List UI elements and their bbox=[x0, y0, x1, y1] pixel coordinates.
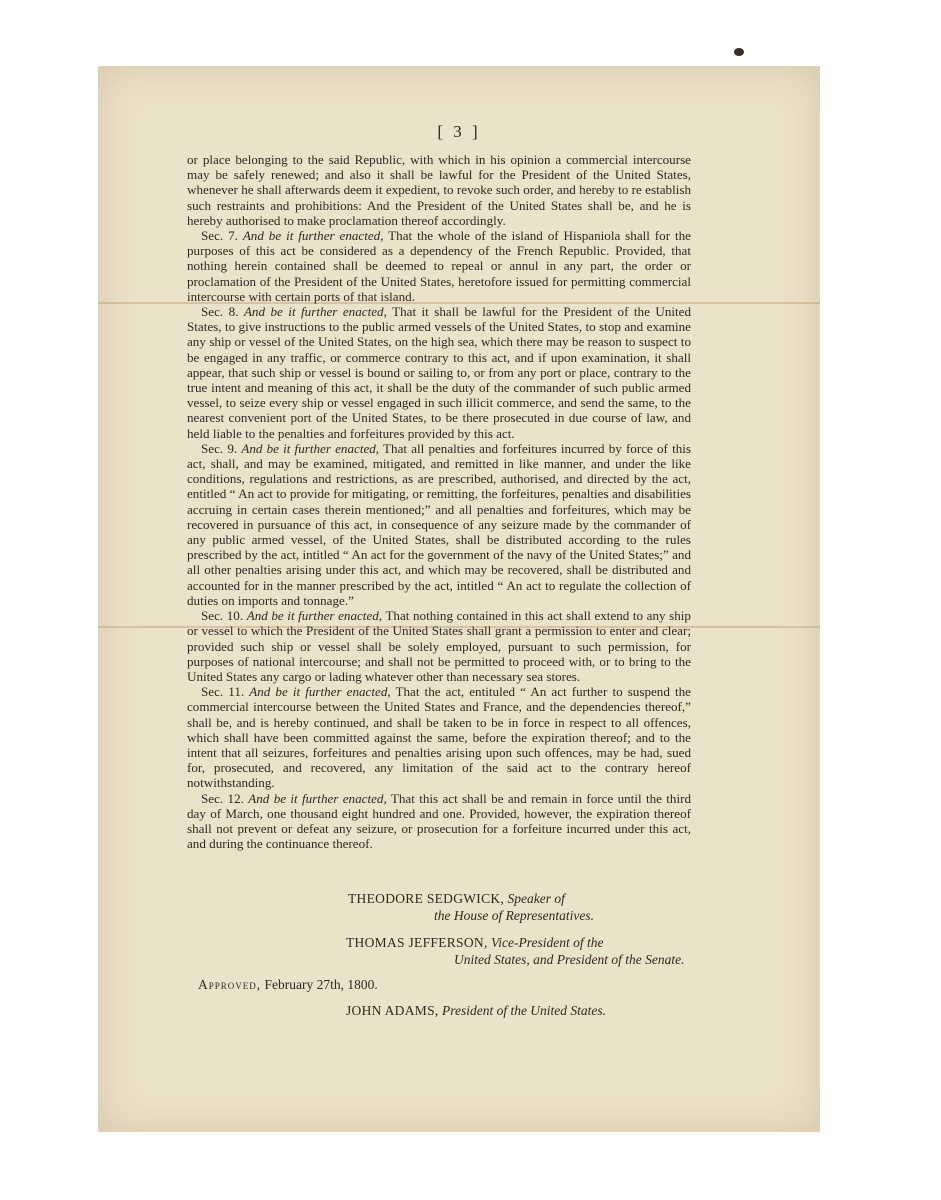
section-number: Sec. 11. bbox=[201, 684, 245, 700]
enacting-clause: And be it further enacted, bbox=[246, 608, 383, 624]
vp-name: THOMAS JEFFERSON, bbox=[346, 935, 488, 950]
approved-label: Approved, bbox=[198, 977, 262, 992]
section-12 bbox=[187, 791, 691, 852]
enacting-clause: And be it further enacted, bbox=[248, 790, 387, 806]
section-text: That all penalties and forfeitures incurred by force of this act, shall, and may be examined, mitigated, and remitted in like manner, and under the like conditions, regulations and restrictions, as are prescribed, authorised, and directed by the act, entitled “ An act to provide for mitigating, or remitting, the forfeitures, penalties and disabilities accruing in certain cases therein mentioned;” and all penalties and forfeitures, which may be recovered in pursuance of this act, in consequence of any seizure made by the commander of any public armed vessel, of the United States, shall be distributed according to the rules prescribed by the act, intitled “ An act for the government of the navy of the United States;” and all other penalties arising under this act, and which may be recovered, shall be distributed and accounted for in the manner prescribed by the act, intitled “ An act to regulate the collection of duties on imports and tonnage.” bbox=[187, 440, 691, 608]
section-text: That this act shall be and remain in force until the third day of March, one thousand eight hundred and one. Provided, however, the expiration thereof shall not prevent or defeat any seizure, or prosecution for a forfeiture incurred under this act, and during the continuance thereof. bbox=[187, 790, 692, 852]
enacting-clause: And be it further enacted, bbox=[242, 228, 384, 244]
section-number: Sec. 9. bbox=[201, 440, 238, 456]
section-number: Sec. 12. bbox=[201, 790, 244, 806]
speaker-title-cont: the House of Representatives. bbox=[434, 908, 594, 923]
vp-signature bbox=[346, 934, 684, 968]
vp-title-cont: United States, and President of the Senate. bbox=[454, 952, 685, 967]
president-signature bbox=[346, 1002, 606, 1019]
section-10 bbox=[187, 608, 691, 684]
speaker-title: Speaker of bbox=[507, 891, 565, 906]
president-title: President of the United States. bbox=[441, 1003, 607, 1018]
section-number: Sec. 10. bbox=[201, 608, 244, 624]
vp-title: Vice-President of the bbox=[491, 935, 604, 950]
section-text: That the whole of the island of Hispaniola shall for the purposes of this act be considered as a dependency of the French Republic. Provided, that nothing herein contained shall be deemed to repeal or annul in any part, the order or proclamation of the President of the United States, heretofore issued for permitting commercial intercourse with certain ports of that island. bbox=[187, 228, 691, 304]
section-9 bbox=[187, 441, 691, 608]
enacting-clause: And be it further enacted, bbox=[241, 440, 380, 456]
document-page bbox=[98, 66, 820, 1132]
section-number: Sec. 7. bbox=[201, 228, 238, 244]
enacting-clause: And be it further enacted, bbox=[243, 304, 387, 320]
section-7 bbox=[187, 228, 691, 304]
section-11 bbox=[187, 684, 691, 790]
ink-spot bbox=[734, 48, 744, 56]
speaker-signature bbox=[348, 890, 594, 924]
approved-line bbox=[198, 976, 378, 993]
president-name: JOHN ADAMS, bbox=[346, 1003, 439, 1018]
intro-paragraph: or place belonging to the said Republic, with which in his opinion a commercial intercourse may be safely renewed; and also it shall be lawful for the President of the United States, whenever he shall afterwards deem it expedient, to revoke such order, and hereby to re establish such restraints and prohibitions: And the President of the United States shall be, and he is hereby authorised to make proclamation thereof accordingly. bbox=[187, 152, 691, 228]
section-text: That it shall be lawful for the President of the United States, to give instructions to the public armed vessels of the United States, to stop and examine any ship or vessel of the United States, on the high sea, which there may be reason to suspect to be engaged in any traffic, or commerce contrary to this act, and if upon examination, it shall appear, that such ship or vessel is bound or sailing to, or from any port or place, contrary to the true intent and meaning of this act, it shall be the duty of the commander of such public armed vessel, to seize every ship or vessel engaged in such illicit commerce, and send the same, to the nearest convenient port of the United States, to be there prosecuted in due course of law, and held liable to the penalties and forfeitures provided by this act. bbox=[187, 304, 692, 441]
speaker-name: THEODORE SEDGWICK, bbox=[348, 891, 505, 906]
body-text bbox=[187, 152, 691, 851]
section-text: That the act, entituled “ An act further to suspend the commercial intercourse between the United States and France, and the dependencies thereof,” shall be, and is hereby continued, and shall be taken to be in force in respect to all offences, which shall have been committed against the same, before the expiration thereof; and to the intent that all seizures, forfeitures and penalties arising upon such offences, may be had, sued for, prosecuted, and recovered, any limitation of the said act to the contrary hereof notwithstanding. bbox=[187, 684, 691, 791]
approved-date: February 27th, 1800. bbox=[264, 977, 378, 992]
section-number: Sec. 8. bbox=[201, 304, 239, 320]
section-text: That nothing contained in this act shall extend to any ship or vessel to which the President of the United States shall grant a permission to enter and clear; provided such ship or vessel shall be solely employed, pursuant to such permission, for purposes of national intercourse; and shall not be permitted to proceed with, or to bring to the United States any cargo or lading whatever other than necessary sea stores. bbox=[187, 608, 691, 684]
section-8 bbox=[187, 304, 691, 441]
enacting-clause: And be it further enacted, bbox=[249, 684, 391, 700]
page-number: [ 3 ] bbox=[437, 122, 481, 141]
